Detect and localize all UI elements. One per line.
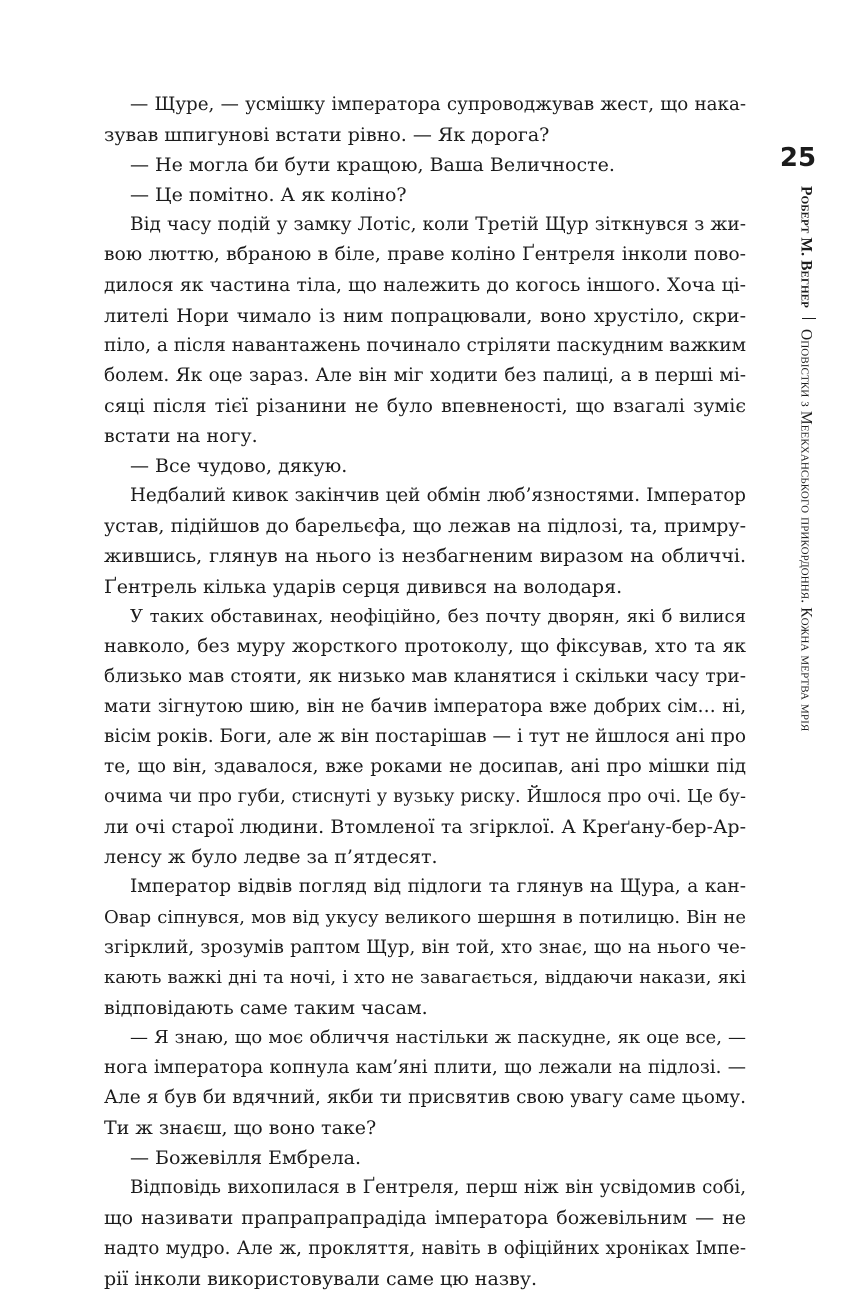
text-line: ли очі старої людини. Втомленої та згірклої. А Креґану-бер-Ар- [104,816,746,839]
text-line: Недбалий кивок закінчив цей обмін люб’язностями. Імператор [130,485,746,507]
text-line: Ґентрель кілька ударів серця дивився на володаря. [104,575,623,598]
text-line: близько мав стояти, як низько мав кланятися і скільки часу три- [104,665,746,687]
text-line: болем. Як оце зараз. Але він міг ходити без палиці, а в перші мі- [104,364,746,386]
text-line: піло, а після навантажень починало стріляти паскудним важким [104,334,746,356]
text-line: очима чи про губи, стиснуті у вузьку риску. Йшлося про очі. Це бу- [104,787,746,808]
text-line: — Все чудово, дякую. [130,455,348,478]
text-line: дилося як частина тіла, що належить до когось іншого. Хоча ці- [104,274,746,296]
text-line: кають важкі дні та ночі, і хто не завагається, віддаючи накази, які [104,966,746,988]
text-line: згірклий, зрозумів раптом Щур, він той, хто знає, що на нього че- [104,936,746,958]
page-number: 25 [779,143,817,173]
text-line: — Це помітно. А як коліно? [130,184,407,207]
text-line: вісім років. Боги, але ж він постарішав — і тут не йшлося ані про [104,725,746,747]
text-line: У таких обставинах, неофіційно, без почту дворян, які б вилися [130,605,746,627]
text-line: встати на ногу. [104,425,258,448]
text-line: Ти ж знаєш, що воно таке? [104,1117,377,1140]
text-line: що називати прапрапрапрадіда імператора божевільним — не [104,1207,746,1230]
text-line: — Не могла би бути кращою, Ваша Величносте. [130,154,615,177]
text-line: Від часу подій у замку Лотіс, коли Третій Щур зіткнувся з жи- [130,214,746,236]
running-head-series-title: Оповістки з Меекханського прикордоння. Кожна мертва мрія [797,328,815,732]
text-line: те, що він, здавалося, вже роками не досипав, ані про мішки під [104,756,746,778]
text-line: — Щуре, — усмішку імператора супроводжував жест, що нака- [130,94,746,115]
running-head-author: Роберт М. Вегнер [797,186,815,308]
text-line: лителі Нори чимало із ним попрацювали, воно хрустіло, скри- [104,304,746,327]
text-line: — Я знаю, що моє обличчя настільки ж паскудне, як оце все, — [130,1026,746,1048]
text-line: Овар сіпнувся, мов від укусу великого шершня в потилицю. Він не [104,906,746,928]
text-line: ленсу ж було ледве за п’ятдесят. [104,846,438,869]
text-line: рії інколи використовували саме цю назву. [104,1267,538,1290]
text-line: устав, підійшов до барельєфа, що лежав на підлозі, та, примру- [104,515,746,538]
text-line: сяці після тієї різанини не було впевненості, що взагалі зуміє [104,394,746,417]
text-line: надто мудро. Але ж, прокляття, навіть в офіційних хроніках Імпе- [104,1237,746,1259]
text-line: Але я був би вдячний, якби ти присвятив свою увагу саме цьому. [104,1087,746,1109]
text-line: вою люттю, вбраною в біле, праве коліно Ґентреля інколи пово- [104,244,746,266]
text-line: відповідають саме таким часам. [104,996,428,1019]
running-head [798,186,816,731]
text-line: зував шпигунові встати рівно. — Як дорога? [104,124,550,147]
text-line: жившись, глянув на нього із незбагненим виразом на обличчі. [104,545,746,568]
text-line: навколо, без муру жорсткого протоколу, що фіксував, хто та як [104,635,746,657]
running-head-divider [802,318,816,319]
text-line: — Божевілля Ембрела. [130,1147,362,1170]
text-line: Відповідь вихопилася в Ґентреля, перш ніж він усвідомив собі, [130,1177,746,1199]
body-text [104,90,746,1294]
text-line: Імператор відвів погляд від підлоги та глянув на Щура, а кан- [130,876,746,898]
text-line: мати зігнутою шию, він не бачив імператора вже добрих сім… ні, [104,695,746,717]
text-line: нога імператора копнула кам’яні плити, що лежали на підлозі. — [104,1057,746,1078]
